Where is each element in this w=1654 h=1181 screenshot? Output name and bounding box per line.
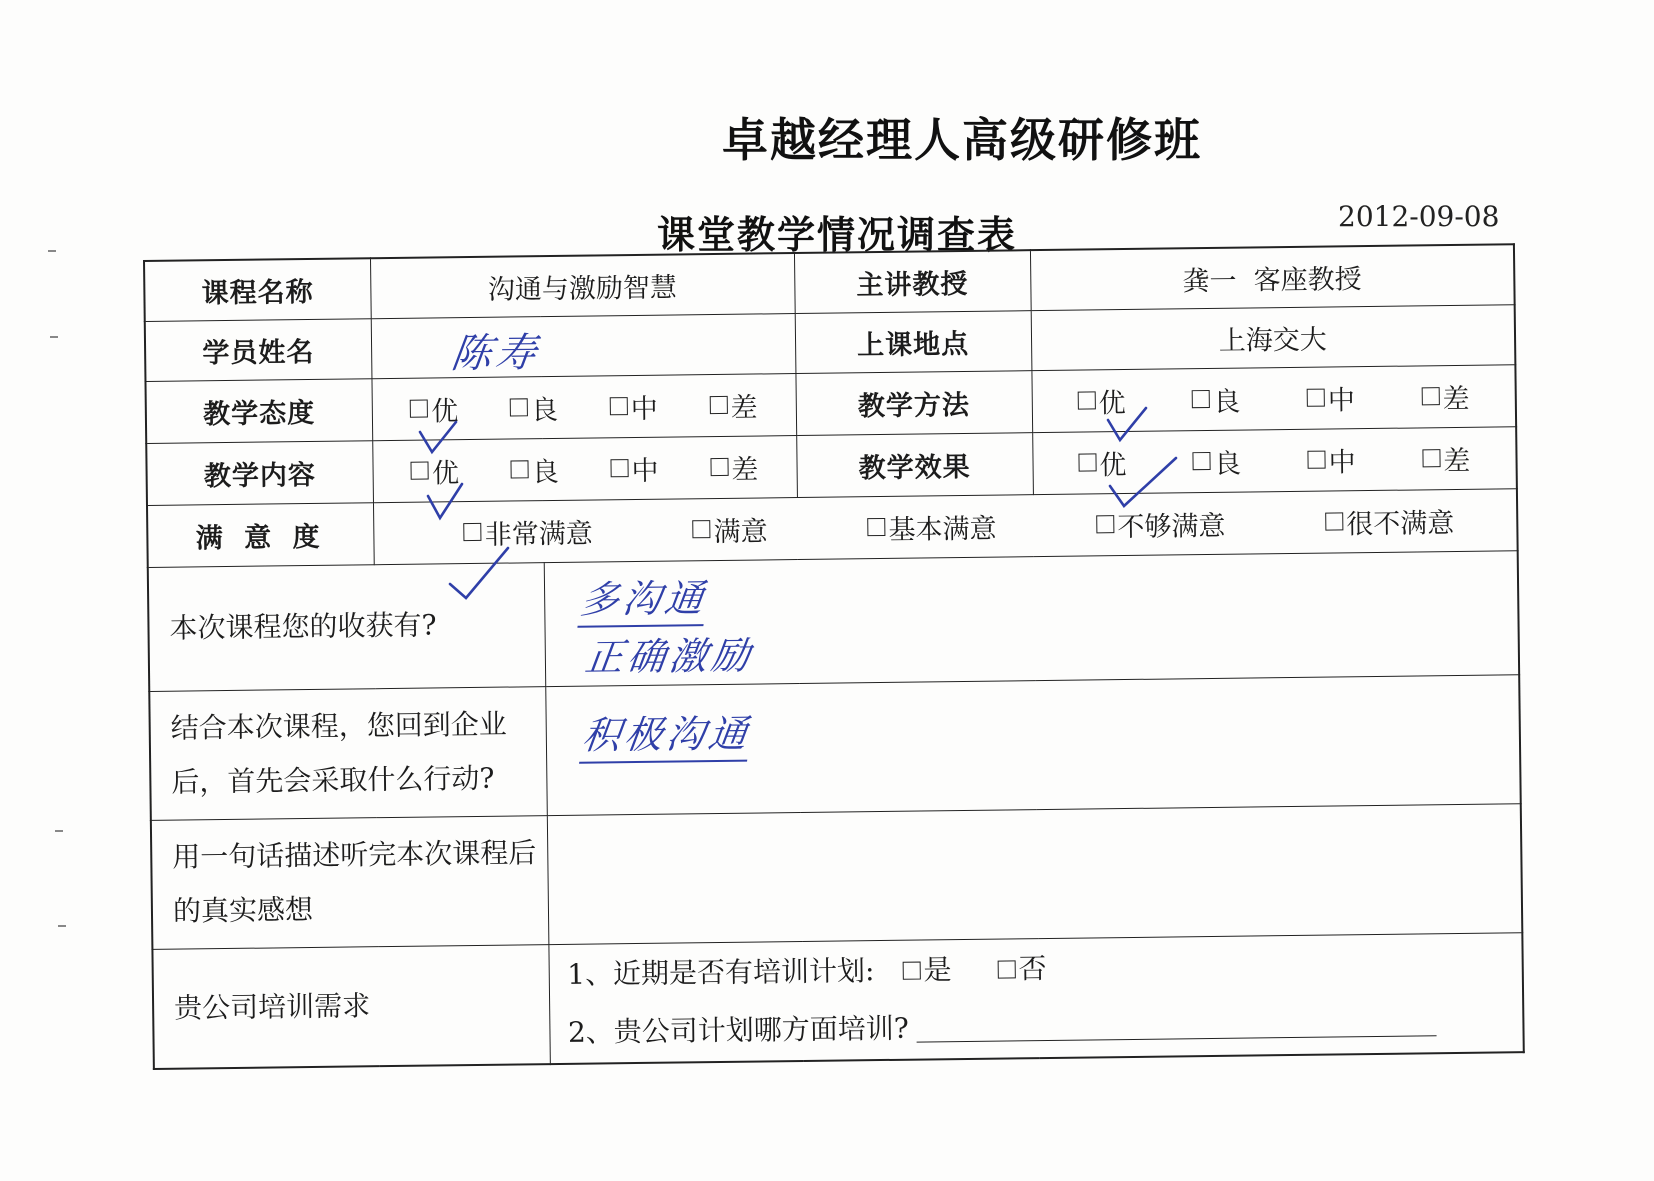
scan-mark (48, 250, 56, 252)
row-q2 (149, 674, 1520, 820)
satisfaction-option[interactable]: 很不满意 (1325, 501, 1454, 542)
q1-answer-line1: 多沟通 (577, 567, 711, 628)
student-name-handwriting: 陈寿 (448, 329, 543, 377)
checkbox[interactable] (1307, 451, 1325, 469)
effect-option[interactable]: 良 (1193, 441, 1241, 481)
location-value: 上海交大 (1031, 304, 1516, 370)
q4-blank-field[interactable] (917, 1008, 1437, 1043)
content-options (372, 435, 797, 502)
effect-options (1032, 426, 1517, 494)
satisfaction-label: 满 意 度 (147, 502, 374, 567)
method-option[interactable]: 良 (1192, 379, 1240, 419)
survey-date: 2012-09-08 (1338, 200, 1500, 233)
q3-label: 用一句话描述听完本次课程后的真实感想 (151, 815, 549, 949)
scan-mark (50, 336, 58, 338)
attitude-option[interactable]: 良 (510, 387, 558, 427)
attitude-option[interactable]: 差 (709, 385, 757, 425)
q4-line2-text: 2、贵公司计划哪方面培训? (567, 1011, 909, 1049)
checkbox[interactable] (1193, 452, 1211, 470)
q4-label: 贵公司培训需求 (152, 944, 549, 1069)
row-q3 (151, 803, 1522, 949)
q1-answer-line2: 正确激励 (582, 633, 756, 680)
checkbox[interactable] (1078, 453, 1096, 471)
attitude-options (371, 373, 796, 440)
checkbox[interactable] (410, 400, 428, 418)
checkbox[interactable] (411, 462, 429, 480)
checkbox[interactable] (710, 458, 728, 476)
effect-option[interactable]: 中 (1307, 440, 1355, 480)
checkbox[interactable] (997, 960, 1015, 978)
student-name-label: 学员姓名 (145, 318, 372, 381)
q4-content (548, 932, 1523, 1064)
checkbox[interactable] (693, 520, 711, 538)
q1-label: 本次课程您的收获有? (148, 562, 545, 691)
content-option[interactable]: 良 (510, 449, 558, 489)
row-q4 (152, 932, 1523, 1069)
sub-title: 课堂教学情况调查表 (656, 213, 1017, 257)
scan-mark (58, 925, 66, 927)
effect-option[interactable]: 差 (1422, 438, 1470, 478)
checkbox[interactable] (1307, 389, 1325, 407)
q4-no-option[interactable]: 否 (997, 940, 1047, 999)
course-name-label: 课程名称 (144, 258, 371, 321)
satisfaction-option[interactable]: 不够满意 (1096, 503, 1225, 544)
student-name-field[interactable] (371, 313, 796, 378)
effect-label: 教学效果 (796, 432, 1033, 497)
content-label: 教学内容 (146, 440, 373, 505)
row-q1 (148, 550, 1519, 691)
checkbox[interactable] (867, 518, 885, 536)
q4-yes-option[interactable]: 是 (902, 941, 952, 1000)
attitude-option[interactable]: 中 (609, 386, 657, 426)
scan-mark (55, 830, 63, 832)
satisfaction-option[interactable]: 基本满意 (867, 506, 996, 547)
method-options (1031, 364, 1516, 432)
course-name-value: 沟通与激励智慧 (370, 253, 795, 318)
q1-answer-field[interactable] (544, 550, 1519, 686)
content-option[interactable]: 优 (411, 451, 459, 491)
checkbox[interactable] (1096, 515, 1114, 533)
checkbox[interactable] (464, 523, 482, 541)
checkbox[interactable] (1421, 387, 1439, 405)
method-option[interactable]: 优 (1077, 381, 1125, 421)
checkbox[interactable] (510, 398, 528, 416)
q2-label: 结合本次课程，您回到企业后，首先会采取什么行动? (149, 686, 547, 820)
lecturer-value: 龚一 客座教授 (1030, 244, 1515, 310)
checkbox[interactable] (511, 460, 529, 478)
q4-line2 (550, 992, 1523, 1062)
checkbox[interactable] (610, 397, 628, 415)
lecturer-label: 主讲教授 (794, 250, 1031, 313)
satisfaction-option[interactable]: 满意 (692, 509, 767, 549)
checkbox[interactable] (902, 961, 920, 979)
content-option[interactable]: 中 (610, 448, 658, 488)
method-option[interactable]: 差 (1421, 376, 1469, 416)
checkbox[interactable] (1192, 390, 1210, 408)
q4-line1-text: 1、近期是否有培训计划: (567, 953, 875, 991)
q3-answer-field[interactable] (547, 803, 1523, 944)
method-option[interactable]: 中 (1307, 378, 1355, 418)
attitude-label: 教学态度 (145, 378, 372, 443)
effect-option[interactable]: 优 (1078, 443, 1126, 483)
q2-answer-field[interactable] (545, 674, 1521, 815)
checkbox[interactable] (1422, 449, 1440, 467)
content-option[interactable]: 差 (710, 447, 758, 487)
checkbox[interactable] (1325, 512, 1343, 530)
checkbox[interactable] (1077, 391, 1095, 409)
q2-answer: 积极沟通 (579, 702, 755, 763)
main-title: 卓越经理人高级研修班 (722, 113, 1202, 167)
satisfaction-option[interactable]: 非常满意 (464, 511, 593, 552)
checkbox[interactable] (610, 459, 628, 477)
checkbox[interactable] (709, 396, 727, 414)
survey-table (143, 243, 1525, 1070)
method-label: 教学方法 (795, 370, 1032, 435)
attitude-option[interactable]: 优 (410, 389, 458, 429)
location-label: 上课地点 (795, 310, 1032, 373)
